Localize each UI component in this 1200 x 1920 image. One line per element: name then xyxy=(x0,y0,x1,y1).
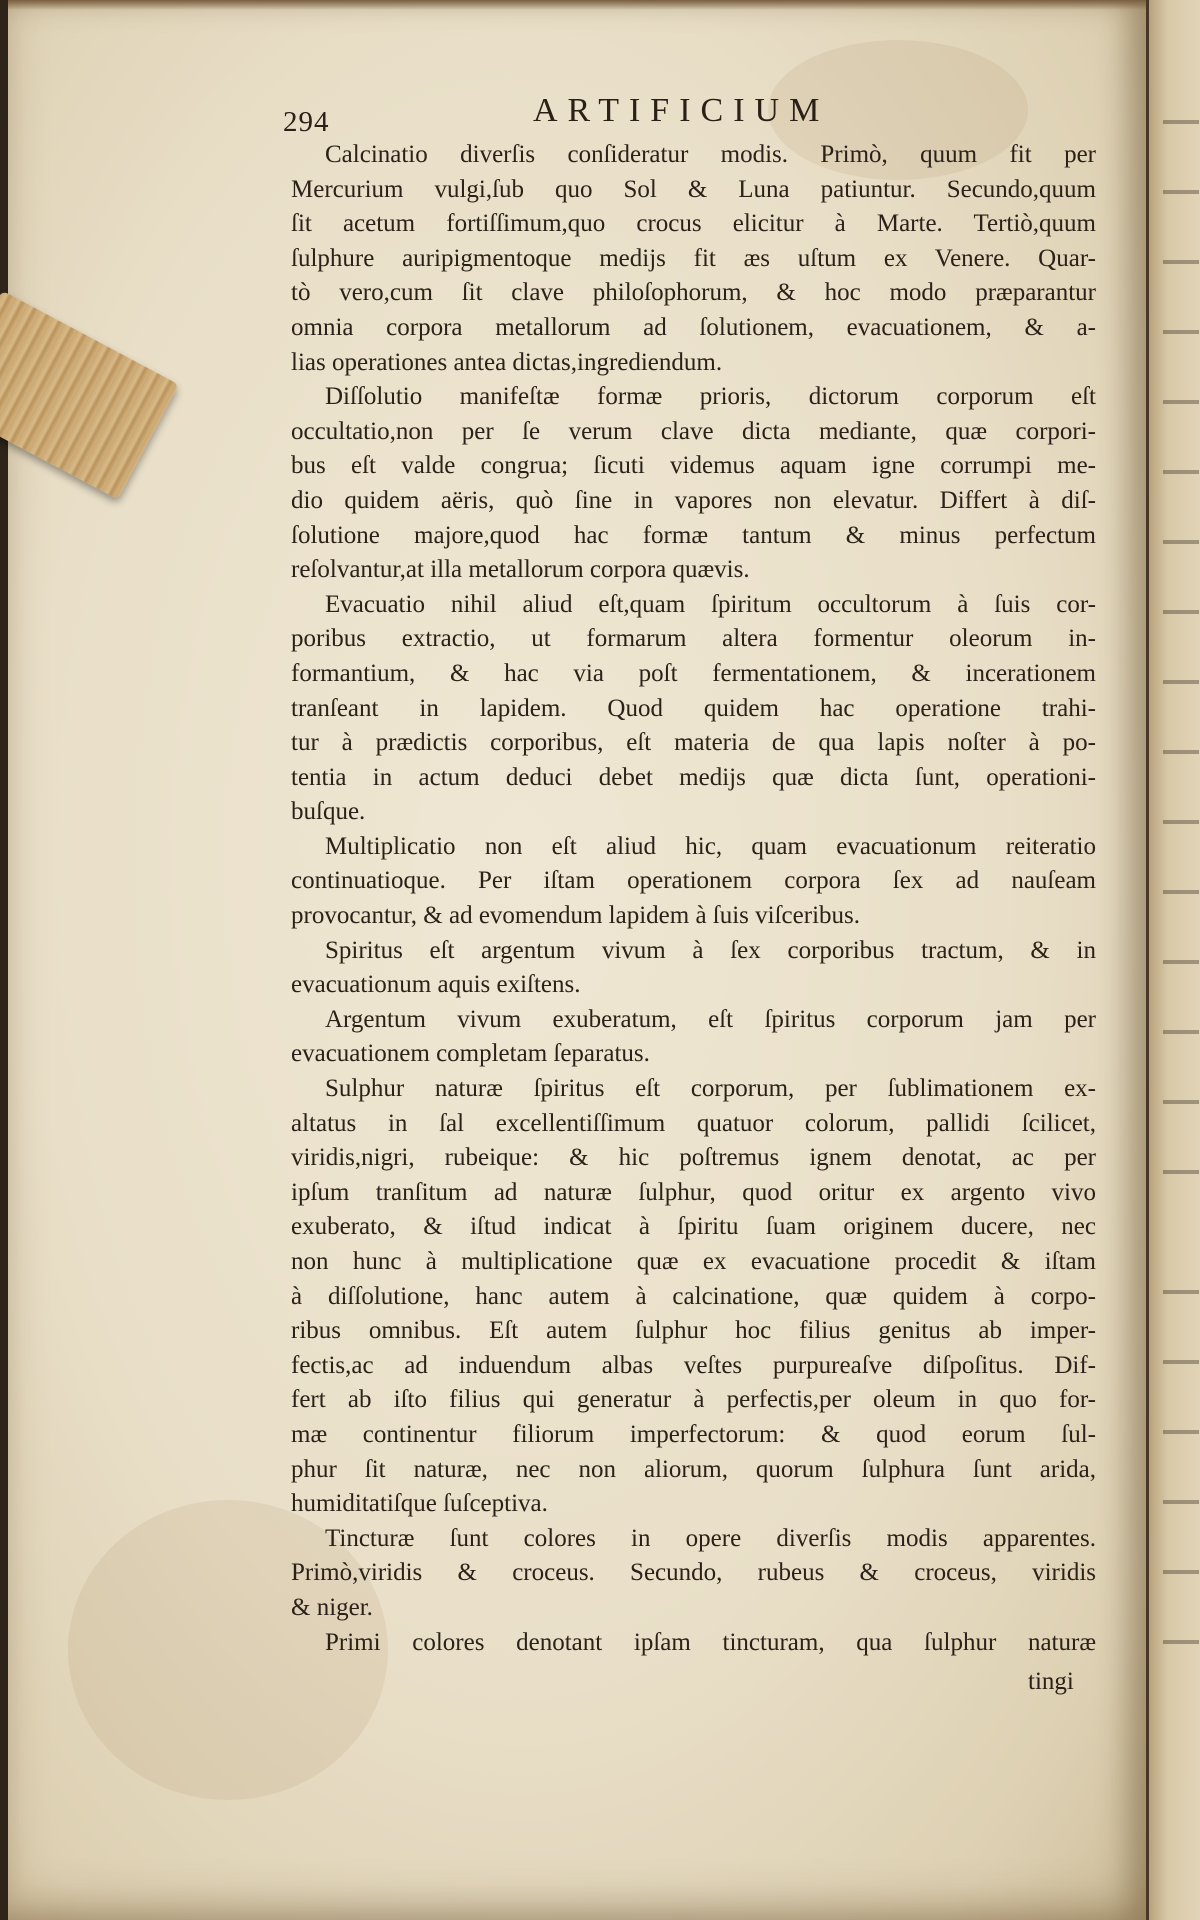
paragraph xyxy=(291,1626,1096,1661)
text-line: fectis,ac ad induendum albas veſtes purpureaſve diſpoſitus. Dif- xyxy=(291,1351,1096,1379)
facing-text-fragment xyxy=(1163,1500,1199,1504)
text-line: fert ab iſto filius qui generatur à perfectis,per oleum in quo for- xyxy=(291,1386,1096,1414)
paragraph xyxy=(291,1522,1096,1626)
catchword: tingi xyxy=(1028,1668,1074,1695)
text-line: humiditatiſque ſuſceptiva. xyxy=(291,1490,548,1518)
text-line: tranſeant in lapidem. Quod quidem hac operatione trahi- xyxy=(291,694,1096,722)
text-line: continuatioque. Per iſtam operationem corpora ſex ad nauſeam xyxy=(291,867,1096,895)
text-line: Argentum vivum exuberatum, eſt ſpiritus corporum jam per xyxy=(325,1005,1096,1033)
paragraph xyxy=(291,830,1096,934)
facing-text-fragment xyxy=(1163,540,1199,544)
facing-text-fragment xyxy=(1163,330,1199,334)
text-line: Tincturæ ſunt colores in opere diverſis modis apparentes. xyxy=(325,1524,1096,1552)
text-line: occultatio,non per ſe verum clave dicta mediante, quæ corpori- xyxy=(291,417,1096,445)
text-line: evacuationem completam ſeparatus. xyxy=(291,1040,650,1068)
text-line: ſit acetum fortiſſimum,quo crocus elicitur à Marte. Tertiò,quum xyxy=(291,210,1096,238)
text-line: Multiplicatio non eſt aliud hic, quam evacuationum reiteratio xyxy=(325,832,1096,860)
facing-text-fragment xyxy=(1163,120,1199,124)
paragraph xyxy=(291,934,1096,1003)
text-line: mæ continentur filiorum imperfectorum: & quod eorum ſul- xyxy=(291,1420,1096,1448)
facing-text-fragment xyxy=(1163,400,1199,404)
facing-text-fragment xyxy=(1163,610,1199,614)
text-line: exuberato, & iſtud indicat à ſpiritu ſuam originem ducere, nec xyxy=(291,1213,1096,1241)
book-page xyxy=(8,0,1146,1920)
page-top-edge xyxy=(8,0,1146,10)
text-line: Mercurium vulgi,ſub quo Sol & Luna patiuntur. Secundo,quum xyxy=(291,175,1096,203)
facing-text-fragment xyxy=(1163,750,1199,754)
body-text xyxy=(291,138,1096,1660)
text-line: tò vero,cum ſit clave philoſophorum, & hoc modo præparantur xyxy=(291,279,1096,307)
text-line: ſulphure auripigmentoque medijs fit æs uſtum ex Venere. Quar- xyxy=(291,244,1096,272)
paragraph xyxy=(291,1003,1096,1072)
text-line: reſolvantur,at illa metallorum corpora quævis. xyxy=(291,556,750,584)
text-line: lias operationes antea dictas,ingrediendum. xyxy=(291,348,723,376)
facing-text-fragment xyxy=(1163,1030,1199,1034)
text-line: provocantur, & ad evomendum lapidem à ſuis viſceribus. xyxy=(291,902,860,930)
text-line: bus eſt valde congrua; ſicuti videmus aquam igne corrumpi me- xyxy=(291,452,1096,480)
facing-text-fragment xyxy=(1163,1170,1199,1174)
text-line: ipſum tranſitum ad naturæ ſulphur, quod oritur ex argento vivo xyxy=(291,1178,1096,1206)
text-line: Primi colores denotant ipſam tincturam, qua ſulphur naturæ xyxy=(325,1628,1096,1656)
facing-text-fragment xyxy=(1163,820,1199,824)
text-line: poribus extractio, ut formarum altera formentur oleorum in- xyxy=(291,625,1096,653)
text-line: & niger. xyxy=(291,1593,373,1621)
facing-text-fragment xyxy=(1163,1290,1199,1294)
text-line: tur à prædictis corporibus, eſt materia de qua lapis noſter à po- xyxy=(291,729,1096,757)
text-line: ribus omnibus. Eſt autem ſulphur hoc filius genitus ab imper- xyxy=(291,1317,1096,1345)
text-line: dio quidem aëris, quò ſine in vapores non elevatur. Differt à diſ- xyxy=(291,486,1096,514)
facing-text-fragment xyxy=(1163,1570,1199,1574)
facing-text-fragment xyxy=(1163,260,1199,264)
page-header xyxy=(283,92,1103,138)
facing-text-fragment xyxy=(1163,960,1199,964)
text-line: non hunc à multiplicatione quæ ex evacuatione procedit & iſtam xyxy=(291,1248,1096,1275)
text-line: Sulphur naturæ ſpiritus eſt corporum, per ſublimationem ex- xyxy=(325,1075,1096,1103)
text-line: phur ſit naturæ, nec non aliorum, quorum ſulphura ſunt arida, xyxy=(291,1455,1096,1483)
running-title: ARTIFICIUM xyxy=(533,92,830,129)
paragraph xyxy=(291,138,1096,380)
facing-text-fragment xyxy=(1163,1360,1199,1364)
text-line: Diſſolutio manifeſtæ formæ prioris, dictorum corporum eſt xyxy=(325,383,1096,411)
paragraph xyxy=(291,1072,1096,1522)
text-line: altatus in ſal excellentiſſimum quatuor colorum, pallidi ſcilicet, xyxy=(291,1109,1096,1137)
text-line: Primò,viridis & croceus. Secundo, rubeus & croceus, viridis xyxy=(291,1559,1096,1587)
text-line: à diſſolutione, hanc autem à calcinatione, quæ quidem à corpo- xyxy=(291,1282,1096,1310)
facing-text-fragment xyxy=(1163,190,1199,194)
text-line: Evacuatio nihil aliud eſt,quam ſpiritum occultorum à ſuis cor- xyxy=(325,590,1096,618)
page-number: 294 xyxy=(283,106,330,138)
text-line: viridis,nigri, rubeique: & hic poſtremus ignem denotat, ac per xyxy=(291,1144,1096,1172)
facing-text-fragment xyxy=(1163,890,1199,894)
facing-text-fragment xyxy=(1163,1100,1199,1104)
facing-text-fragment xyxy=(1163,1640,1199,1644)
text-line: Calcinatio diverſis conſideratur modis. Primò, quum fit per xyxy=(325,141,1096,168)
text-line: evacuationum aquis exiſtens. xyxy=(291,971,581,999)
facing-page-edge xyxy=(1146,0,1200,1920)
text-line: tentia in actum deduci debet medijs quæ dicta ſunt, operationi- xyxy=(291,763,1096,791)
text-line: omnia corpora metallorum ad ſolutionem, evacuationem, & a- xyxy=(291,313,1096,341)
text-line: buſque. xyxy=(291,798,366,826)
facing-text-fragment xyxy=(1163,470,1199,474)
paragraph xyxy=(291,380,1096,588)
text-line: Spiritus eſt argentum vivum à ſex corporibus tractum, & in xyxy=(325,936,1096,964)
paragraph xyxy=(291,588,1096,830)
facing-text-fragment xyxy=(1163,680,1199,684)
text-line: formantium, & hac via poſt fermentationem, & incerationem xyxy=(291,659,1096,687)
facing-text-fragment xyxy=(1163,1430,1199,1434)
text-line: ſolutione majore,quod hac formæ tantum & minus perfectum xyxy=(291,521,1096,549)
